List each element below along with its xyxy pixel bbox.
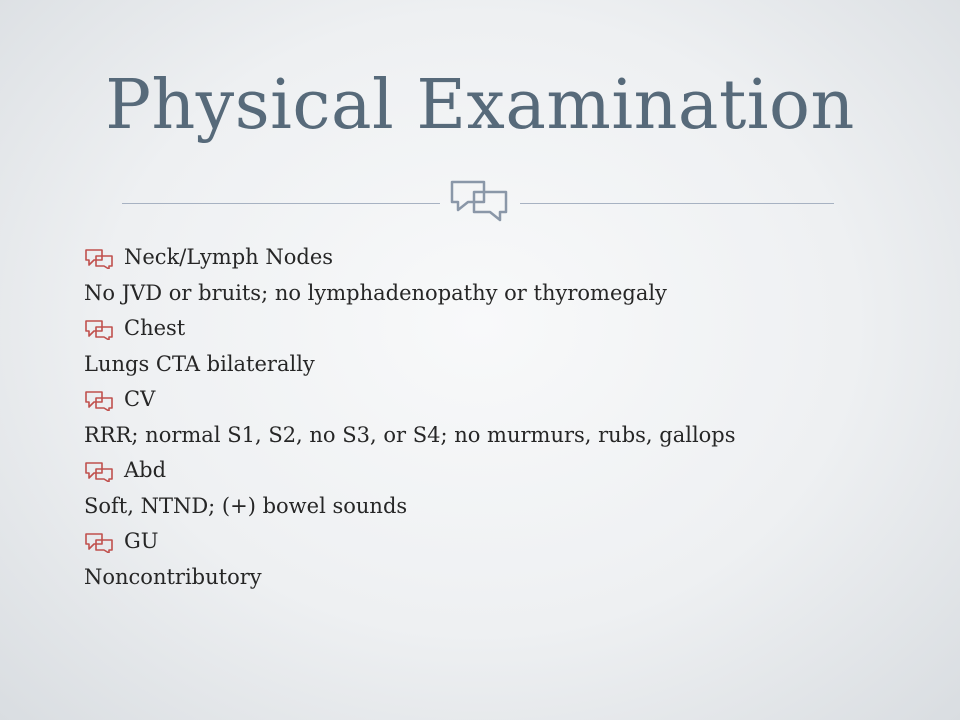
double-speech-bubble-icon [444, 178, 516, 222]
title-divider-left [122, 203, 440, 204]
section-heading-text: CV [124, 387, 156, 411]
title-divider-right [520, 203, 834, 204]
section-detail-abd: Soft, NTND; (+) bowel sounds [84, 493, 408, 518]
section-heading-text: Chest [124, 316, 186, 340]
section-detail-gu: Noncontributory [84, 564, 262, 589]
bullet-icon [84, 389, 124, 411]
section-heading-neck [84, 240, 904, 276]
section-heading-cv [84, 382, 904, 418]
section-heading-abd [84, 453, 904, 489]
section-heading-text: GU [124, 529, 159, 553]
bullet-icon [84, 318, 124, 340]
section-heading-text: Neck/Lymph Nodes [124, 245, 334, 269]
section-detail-cv: RRR; normal S1, S2, no S3, or S4; no murmurs, rubs, gallops [84, 422, 736, 447]
section-heading-gu [84, 524, 904, 560]
bullet-icon [84, 247, 124, 269]
section-detail-chest: Lungs CTA bilaterally [84, 351, 315, 376]
exam-list [84, 240, 904, 595]
section-heading-text: Abd [124, 458, 167, 482]
section-heading-chest [84, 311, 904, 347]
bullet-icon [84, 460, 124, 482]
section-detail-neck: No JVD or bruits; no lymphadenopathy or thyromegaly [84, 280, 667, 305]
bullet-icon [84, 531, 124, 553]
slide-title: Physical Examination [105, 66, 855, 145]
